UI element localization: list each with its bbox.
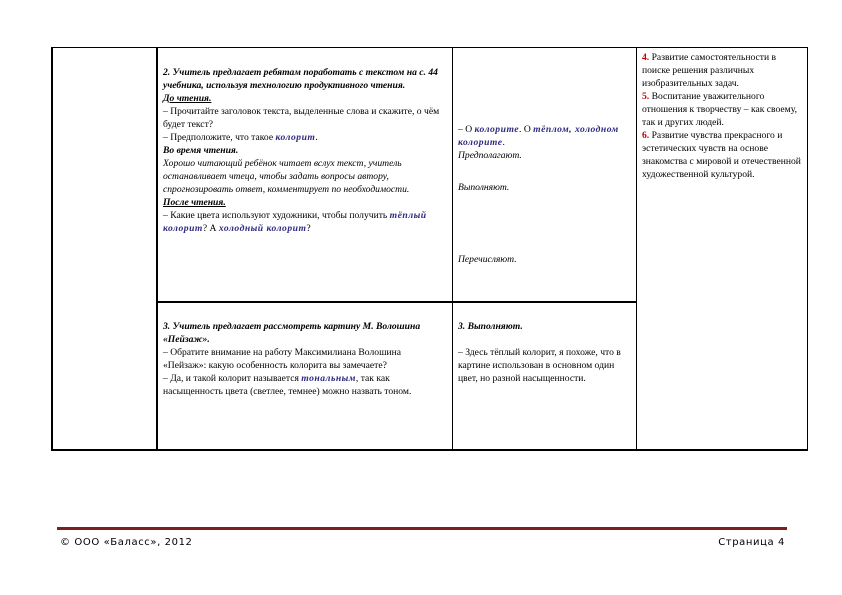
step3-question-1: – Обратите внимание на работу Максимилиана Волошина «Пейзаж»: какую особенность колорита вы замечаете?	[163, 347, 401, 371]
row-divider	[157, 301, 637, 303]
before-reading-question-2: – Предположите, что такое колорит.	[163, 132, 318, 143]
table-border-bottom	[51, 449, 808, 451]
step3-answer-heading: 3. Выполняют.	[458, 321, 523, 332]
answer-list: Перечисляют.	[458, 254, 517, 265]
goals-cell	[642, 51, 804, 181]
footer-copyright: © ООО «Баласс», 2012	[60, 537, 193, 548]
goal-5: 5. Воспитание уважительного отношения к творчеству – как своему, так и других людей.	[642, 91, 797, 128]
answer-suppose: Предполагают.	[458, 150, 522, 161]
lesson-table	[51, 47, 808, 451]
step3-answer-text: – Здесь тёплый колорит, я похоже, что в картине использован в основном один цвет, но разной насыщенности.	[458, 347, 621, 384]
after-reading-question: – Какие цвета используют художники, чтобы получить тёплый колорит? А холодный колорит?	[163, 210, 427, 234]
step3-heading: 3. Учитель предлагает рассмотреть картину М. Волошина «Пейзаж».	[163, 321, 421, 345]
step2-answers-cell	[458, 123, 630, 162]
after-reading-heading: После чтения.	[163, 197, 226, 208]
answer-do: Выполняют.	[458, 182, 510, 193]
before-reading-heading: До чтения.	[163, 93, 212, 104]
footer-rule	[57, 527, 787, 530]
during-reading-heading: Во время чтения.	[163, 145, 239, 156]
column-divider-1	[156, 47, 158, 451]
column-divider-2	[452, 47, 453, 451]
footer-page-number: Страница 4	[718, 537, 785, 548]
step3-question-2: – Да, и такой колорит называется тональным, так как насыщенность цвета (светлее, темнее) можно назвать тоном.	[163, 373, 412, 397]
column-divider-3	[636, 47, 637, 451]
table-border-left	[51, 47, 53, 451]
goal-4: 4. Развитие самостоятельности в поиске решения различных изобразительных задач.	[642, 52, 777, 89]
table-border-right	[807, 47, 808, 451]
before-reading-question-1: – Прочитайте заголовок текста, выделенные слова и скажите, о чём будет текст?	[163, 106, 440, 130]
table-border-top	[51, 47, 808, 48]
step3-answers-cell	[458, 320, 630, 385]
step2-teacher-cell	[163, 66, 446, 235]
step2-heading: 2. Учитель предлагает ребятам поработать с текстом на с. 44 учебника, используя технологию продуктивного чтения.	[163, 67, 438, 91]
goal-6: 6. Развитие чувства прекрасного и эстетических чувств на основе знакомства с мировой и отечественной художественной культурой.	[642, 130, 801, 180]
answer-about-colorit: – О колорите. О тёплом, холодном колорите.	[458, 124, 619, 148]
during-reading-text: Хорошо читающий ребёнок читает вслух текст, учитель останавливает чтеца, чтобы задать вопросы автору, спрогнозировать ответ, комментирует по необходимости.	[163, 158, 410, 195]
step3-teacher-cell	[163, 320, 446, 398]
